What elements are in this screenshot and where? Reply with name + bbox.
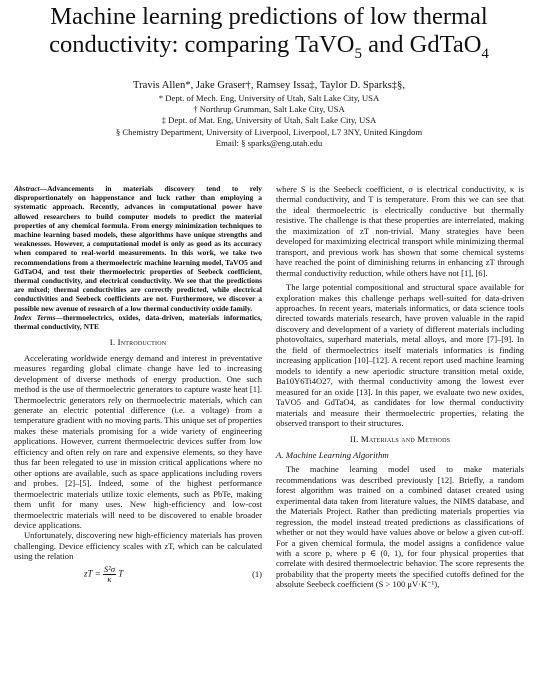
author-list: Travis Allen*, Jake Graser†, Ramsey Issa‡, Taylor D. Sparks‡§, — [132, 79, 405, 91]
index-terms-text: —thermoelectrics, oxides, data-driven, materials informatics, thermal conductivity, NTE — [14, 312, 262, 332]
intro-paragraph-1: Accelerating worldwide energy demand and interest in preventative measures regarding global climate change have led to increasing development of diverse methods of energy production. One such method is the use of thermoelectric generators to capture waste heat [1]. Thermoelectric generators rely on thermoelectric materials, which can generate an electric potential difference (i.e. a voltage) from a temperature gradient with no moving parts. This unique set of properties makes these materials promising for a wide variety of engineering applications. However, current thermoelectric devices suffer from low efficiency and often rely on rare and expensive elements, so they have thus far been relegated to use in mission critical applications where no other options are available, such as space applications including rovers and probes. [2]–[5]. Indeed, some of the highest performance thermoelectric materials utilize toxic elements, such as PbTe, making them unfit for many uses. New high-efficiency and low-cost thermoelectric materials will need to be discovered to enable broader device applications. — [14, 352, 262, 530]
equation-expression — [84, 565, 123, 584]
equation-denominator: κ — [107, 573, 112, 584]
contact-email: Email: § sparks@eng.utah.edu — [215, 137, 323, 148]
section-heading-introduction: I. Introduction — [109, 337, 167, 348]
title-line-2b: and GdTaO — [362, 31, 482, 58]
equation-T: T — [118, 568, 124, 579]
equation-numerator: S²σ — [103, 563, 116, 574]
title-line-2: conductivity: comparing TaVO — [49, 31, 355, 58]
abstract-text: —Advancements in materials discovery tend to rely disproportionately on happenstance and luck rather than employing a systematic approach. Recently, advances in computational power have allowed researchers to build computer models to predict the material properties of any chemical formula. From energy minimization techniques to machine learning based models, these algorithms have unique strengths and weaknesses. However, a computational model is only as good as its accuracy when compared to real-world measurements. In this work, we take two recommendations from a thermoelectric machine learning model, TaVO5 and GdTaO4, and test their thermoelectric properties of Seebeck coefficient, thermal conductivity, and electrical conductivity. We see that the predictions are mixed; thermal conductivities are correctly predicted, while electrical conductivities and Seebeck coefficients are not. Furthermore, we discover a possible new avenue of research of a low thermal conductivity oxide family. — [14, 184, 262, 313]
equation-number: (1) — [252, 569, 262, 580]
right-column — [276, 184, 524, 590]
two-column-body — [14, 184, 524, 590]
affiliation-1: * Dept. of Mech. Eng, University of Utah, Salt Lake City, USA — [158, 92, 380, 103]
abstract — [14, 184, 262, 313]
affiliation-2: † Northrup Grumman, Salt Lake City, USA — [193, 104, 345, 115]
affiliation-3: ‡ Dept. of Mat. Eng, University of Utah, Salt Lake City, USA — [161, 115, 377, 126]
title-subscript-4: 4 — [481, 45, 489, 62]
equation-1 — [14, 565, 262, 584]
affiliation-4: § Chemistry Department, University of Liverpool, Liverpool, L7 3NY, United Kingdom — [115, 126, 423, 137]
title-subscript-5: 5 — [354, 45, 362, 62]
abstract-label: Abstract — [14, 184, 40, 193]
index-terms-label: Index Terms — [14, 312, 56, 322]
equation-fraction — [103, 565, 116, 584]
section-heading-materials-methods: II. Materials and Methods — [349, 434, 451, 445]
affiliations — [14, 93, 524, 149]
methods-paragraph-1: The machine learning model used to make materials recommendations was described previously [12]. Briefly, a random forest algorithm was trained on a combined dataset created using experimental data taken from literature values, the NIMS database, and the Materials Project. Rather than predicting materials properties via regression, the model instead treated predictions as classifications of whether or not they would have values above or below a given cut-off. For a given chemical formula, the model assigns a confidence value with a score p, where p ∈ (0, 1), for four physical properties that correlate with desired thermoelectric behavior. The score represents the probability that the property meets the specified cutoffs defined for the absolute Seebeck coefficient (S > 100 μV·K⁻¹), — [276, 464, 524, 590]
right-paragraph-1: where S is the Seebeck coefficient, σ is electrical conductivity, κ is thermal conductivity, and T is temperature. From this we can see that the ideal thermoelectric is electrically conductive but thermally resistive. The challenge is that these properties are interrelated, making the maximization of zT non-trivial. Many strategies have been developed for maximizing electrical transport while minimizing thermal transport, and previous work has shown that some chemical systems have reached the point of diminishing returns in enhancing zT through thermal conductivity reduction, while others have not [1], [6]. — [276, 184, 524, 278]
equation-lhs: zT = — [84, 568, 101, 579]
left-column — [14, 184, 262, 590]
intro-paragraph-2: Unfortunately, discovering new high-efficiency materials has proven challenging. Device efficiency scales with zT, which can be calculated using the relation — [14, 530, 262, 562]
paper-title — [14, 0, 524, 68]
index-terms — [14, 313, 262, 331]
subsection-heading-ml-algorithm: A. Machine Learning Algorithm — [276, 449, 389, 460]
right-paragraph-2: The large potential compositional and structural space available for exploration makes this challenge perhaps well-suited for data-driven approaches. In recent years, materials informatics, or data science tools directed towards materials research, have proven valuable in the rapid discovery and development of a variety of different materials including photovoltaics, superhard materials, metal alloys, and more [7]–[9]. In the field of thermoelectrics itself materials informatics is finding increasing application [10]–[12]. A recent report used machine learning models to identify a new aperiodic structure transition metal oxide, Ba10Y6Ti4O27, with thermal conductivity among the lowest ever measured for an oxide [13]. In this paper, we evaluate two new oxides, TaVO5 and GdTaO4, as candidates for low thermal conductivity materials and measure their thermoelectric properties, relating the observed transport to their structures. — [276, 282, 524, 428]
title-line-1: Machine learning predictions of low thermal — [50, 3, 488, 30]
